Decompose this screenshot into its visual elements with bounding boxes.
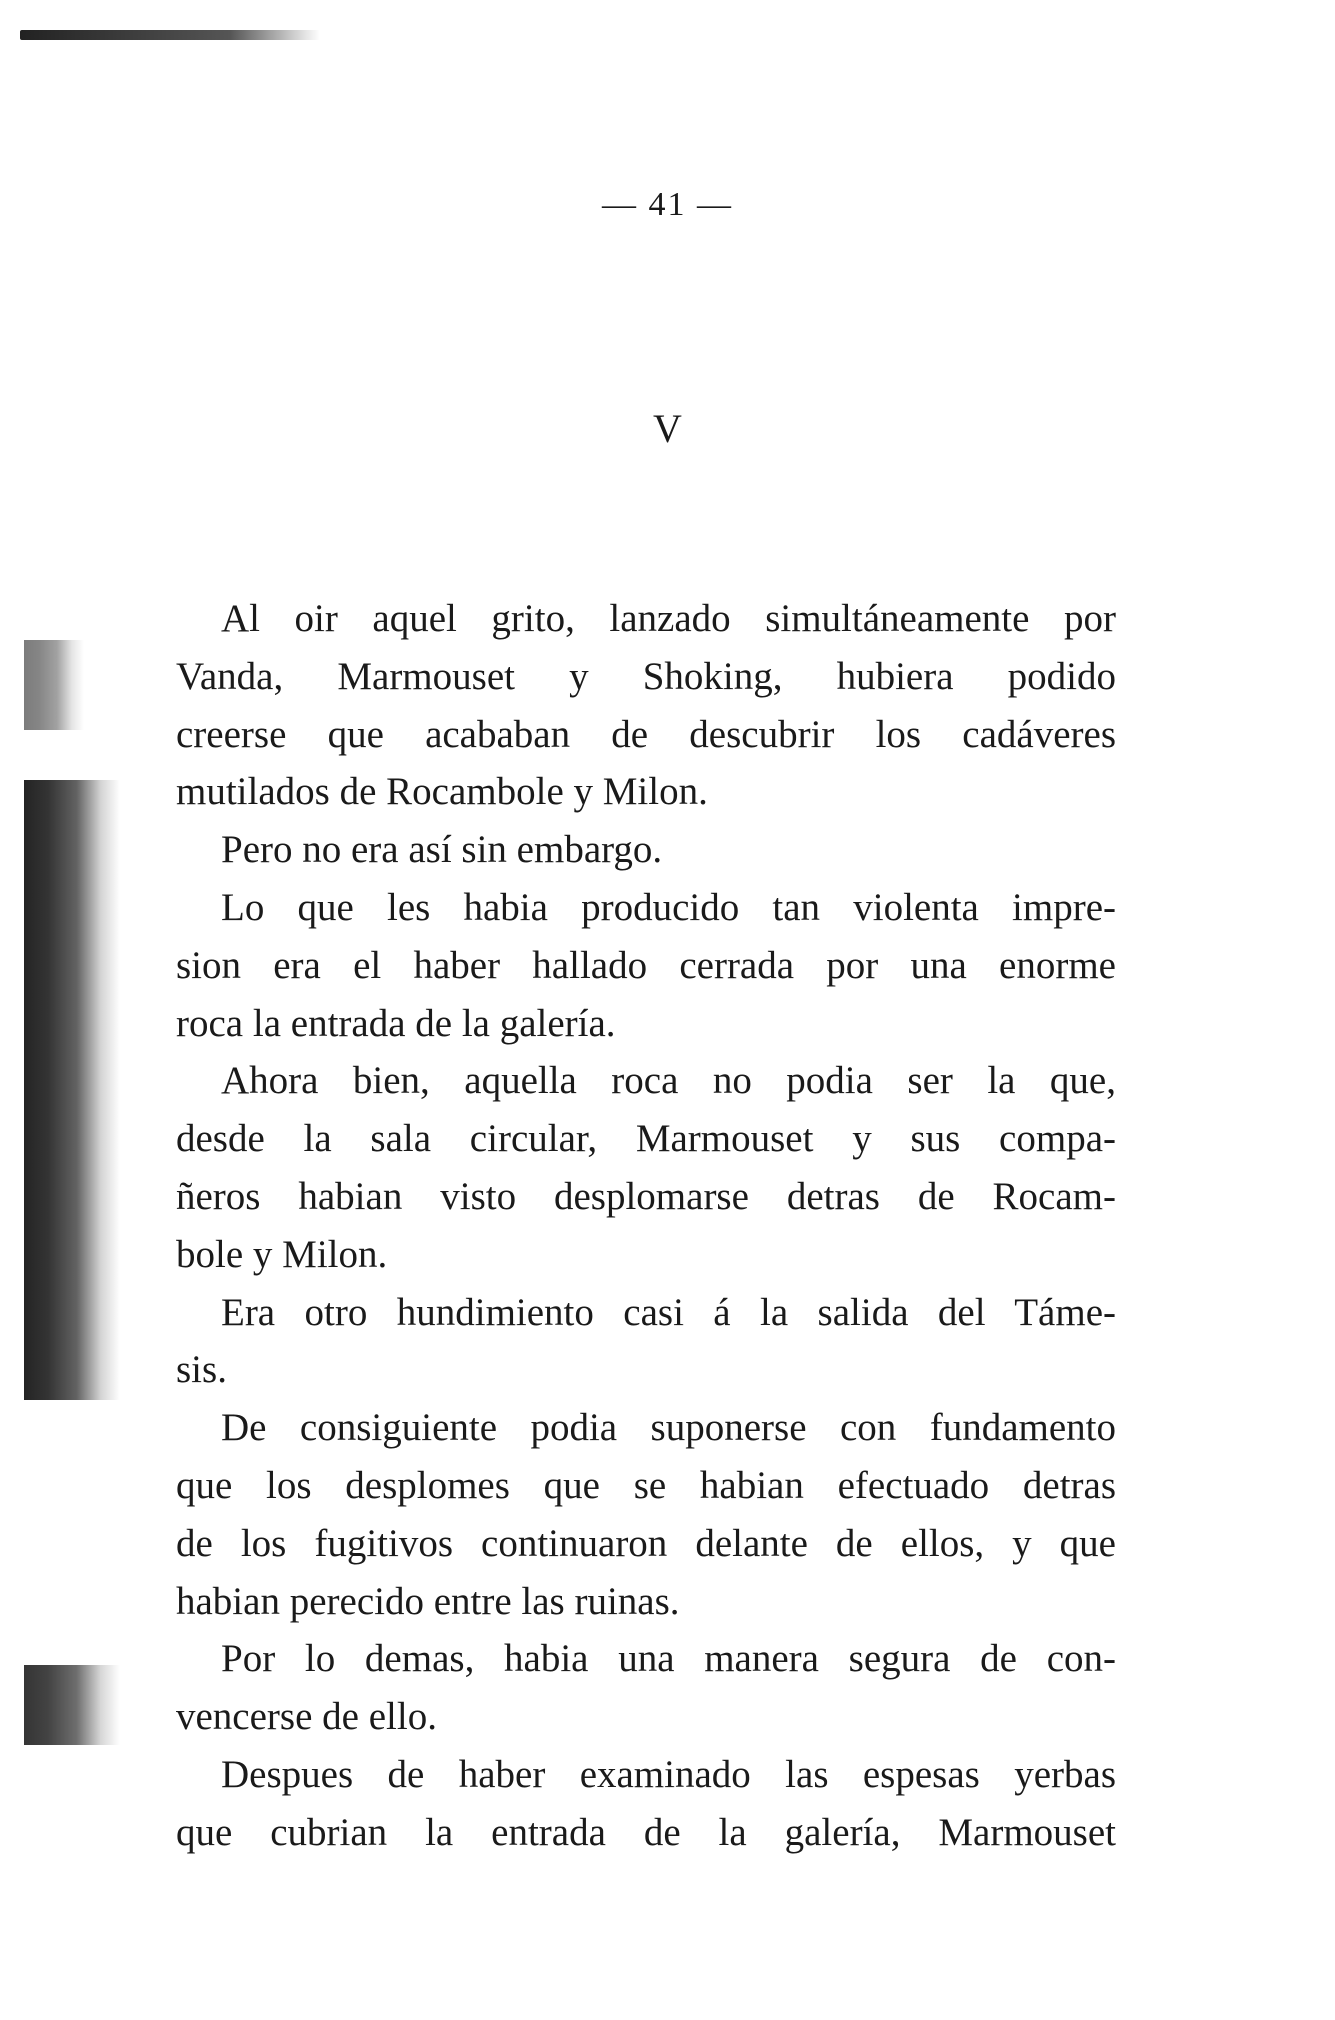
- text-line: Pero no era así sin embargo.: [221, 828, 663, 872]
- text-line: habian perecido entre las ruinas.: [176, 1579, 680, 1623]
- text-line: desde la sala circular, Marmouset y sus compa-: [176, 1117, 1116, 1161]
- text-line: Despues de haber examinado las espesas yerbas: [221, 1752, 1116, 1796]
- binding-shadow: [24, 780, 120, 1400]
- binding-shadow: [24, 640, 84, 730]
- text-line: sis.: [176, 1348, 227, 1392]
- text-line: mutilados de Rocambole y Milon.: [176, 770, 708, 814]
- scan-edge-mark: [20, 30, 320, 40]
- page-number: — 41 —: [602, 186, 733, 223]
- text-line: bole y Milon.: [176, 1232, 388, 1276]
- chapter-heading: V: [653, 406, 682, 451]
- text-line: creerse que acababan de descubrir los cadáveres: [176, 712, 1116, 756]
- text-line: De consiguiente podia suponerse con fundamento: [221, 1406, 1116, 1450]
- text-line: ñeros habian visto desplomarse detras de Rocam-: [176, 1174, 1116, 1218]
- text-line: roca la entrada de la galería.: [176, 1001, 616, 1045]
- text-line: que cubrian la entrada de la galería, Marmouset: [176, 1810, 1116, 1854]
- text-line: Al oir aquel grito, lanzado simultáneamente por: [221, 597, 1116, 640]
- body-text: [176, 590, 1116, 1862]
- text-line: sion era el haber hallado cerrada por una enorme: [176, 943, 1116, 987]
- text-line: que los desplomes que se habian efectuado detras: [176, 1463, 1116, 1507]
- binding-shadow: [24, 1665, 120, 1745]
- text-line: Ahora bien, aquella roca no podia ser la que,: [221, 1059, 1116, 1103]
- text-line: Era otro hundimiento casi á la salida del Táme-: [221, 1290, 1116, 1334]
- text-line: Por lo demas, habia una manera segura de con-: [221, 1637, 1116, 1681]
- text-line: vencerse de ello.: [176, 1695, 437, 1739]
- text-line: Lo que les habia producido tan violenta impre-: [221, 885, 1116, 929]
- text-line: de los fugitivos continuaron delante de ellos, y que: [176, 1521, 1116, 1565]
- text-line: Vanda, Marmouset y Shoking, hubiera podido: [176, 654, 1116, 698]
